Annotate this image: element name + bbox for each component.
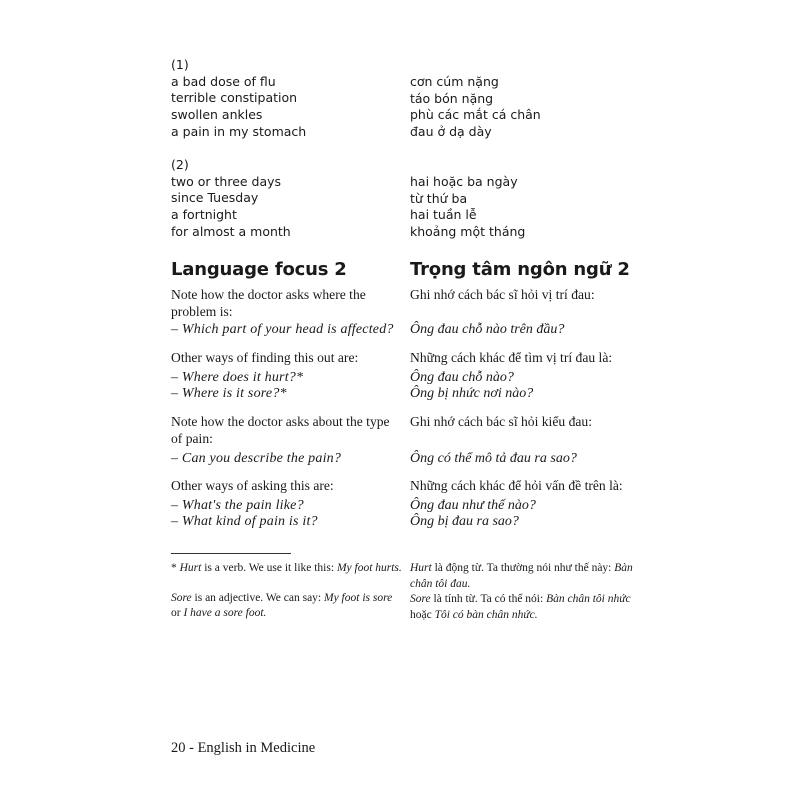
focus-p3-en: Note how the doctor asks about the type of pain: [171,414,390,446]
focus-p2-en: Other ways of finding this out are: [171,350,359,365]
term-sore: Sore [410,593,431,605]
section2-en [171,157,401,241]
focus-p4-en: Other ways of asking this are: [171,478,334,493]
footnote-text: is a verb. We use it like this: [201,562,337,574]
focus-p4-vi: Những cách khác để hỏi vấn đề trên là: [410,478,623,493]
footnote-en-sore [171,591,399,622]
phrase-vi: cơn cúm nặng [410,74,499,89]
example: My foot hurts. [336,562,402,574]
section1-label: (1) [171,57,189,72]
footnote-en [171,561,401,622]
section1-en [171,57,401,141]
phrase-vi: đau ở dạ dày [410,124,492,140]
focus-q1-en: – Which part of your head is affected? [171,322,394,337]
section1-vi [410,74,650,141]
focus-p2-vi: Những cách khác để tìm vị trí đau là: [410,350,613,365]
focus-q5-en: – What's the pain like? [171,498,304,513]
phrase-en: since Tuesday [171,190,259,206]
example: Bàn chân tôi nhức [546,593,631,605]
asterisk: * [171,562,180,574]
footnote-en-hurt [171,561,401,577]
footnote-text: là tính từ. Ta có thể nói: [430,593,547,605]
section2-label: (2) [171,157,189,172]
footnote-text: is an adjective. We can say: [191,591,324,604]
phrase-en: for almost a month [171,223,291,239]
heading-en: Language focus 2 [171,259,347,280]
example: I have a sore foot. [183,607,267,619]
focus-q5-vi: Ông đau như thế nào? [410,498,536,513]
term-hurt: Hurt [179,562,202,574]
phrase-vi: phù các mắt cá chân [410,107,541,123]
footnote-vi-hurt [410,561,650,592]
focus-q2-en: – Where does it hurt?* [171,370,304,385]
focus-q3-vi: Ông bị nhức nơi nào? [410,386,534,401]
phrase-en: swollen ankles [171,107,263,123]
example: Tôi có bàn chân nhức. [434,608,538,621]
focus-q4-vi: Ông có thể mô tả đau ra sao? [410,451,577,466]
term-hurt: Hurt [410,562,432,574]
section2-vi [410,174,650,241]
footnote-text: or [171,607,184,619]
focus-q6-en: – What kind of pain is it? [171,514,318,529]
heading-vi: Trọng tâm ngôn ngữ 2 [410,259,630,280]
page-footer: 20 - English in Medicine [171,740,316,756]
example: My foot is sore [324,591,393,604]
focus-q6-vi: Ông bị đau ra sao? [410,514,519,529]
phrase-en: a fortnight [171,207,237,223]
phrase-en: a pain in my stomach [171,123,307,139]
focus-q1-vi: Ông đau chỗ nào trên đầu? [410,322,565,337]
phrase-vi: hai tuần lễ [410,207,477,223]
focus-q4-en: – Can you describe the pain? [171,451,342,466]
phrase-en: terrible constipation [171,90,298,106]
focus-q2-vi: Ông đau chỗ nào? [410,370,514,385]
focus-p1-vi: Ghi nhớ cách bác sĩ hỏi vị trí đau: [410,287,595,302]
phrase-vi: từ thứ ba [410,190,468,206]
example: Bàn chân tôi đau. [410,562,633,590]
focus-p3-vi: Ghi nhớ cách bác sĩ hỏi kiểu đau: [410,414,592,429]
term-sore: Sore [171,591,192,604]
footnote-vi [410,561,650,623]
footnote-text: hoặc [410,608,435,621]
footnote-text: là động từ. Ta thường nói như thế này: [431,562,615,574]
phrase-en: two or three days [171,173,282,189]
phrase-en: a bad dose of flu [171,73,276,89]
phrase-vi: hai hoặc ba ngày [410,174,518,189]
footnote-vi-sore [410,592,650,623]
phrase-vi: khoảng một tháng [410,224,526,240]
focus-p1-en: Note how the doctor asks where the problem is: [171,287,366,319]
focus-q3-en: – Where is it sore?* [171,386,287,401]
footnote-rule [171,553,291,554]
phrase-vi: táo bón nặng [410,90,494,106]
